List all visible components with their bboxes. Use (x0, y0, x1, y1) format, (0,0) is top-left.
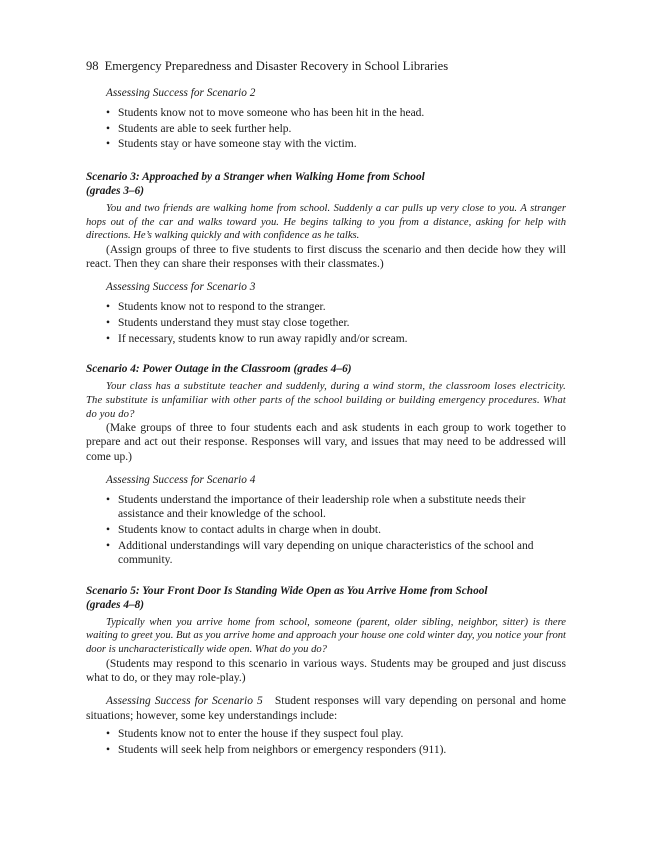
list-item: • Students know not to respond to the stranger. (106, 301, 326, 314)
scenario-5-assessment-text: Student responses will vary depending on personal and home situations; however, some key understandings include: (86, 694, 567, 722)
running-title: Emergency Preparedness and Disaster Recovery in School Libraries (104, 59, 449, 73)
bullet-icon: • (106, 138, 111, 151)
bullet-icon: • (106, 493, 111, 506)
scenario-4-assessment-heading: Assessing Success for Scenario 4 (106, 473, 256, 486)
list-item: • Students understand they must stay close together. (106, 317, 350, 329)
book-page (86, 58, 566, 758)
scenario-5-instructions: (Students may respond to this scenario in various ways. Students may be grouped and just discuss what to do, or they may role-play.) (86, 657, 566, 684)
list-item: • Students know not to move someone who has been hit in the head. (106, 107, 425, 119)
scenario-2-assessment-list (86, 106, 566, 152)
bullet-icon: • (106, 332, 111, 345)
list-item: • Students understand the importance of their leadership role when a substitute needs their assistance and their knowledge of the school. (106, 493, 526, 521)
scenario-3-prompt: You and two friends are walking home from school. Suddenly a car pulls up very close to you. A stranger hops out of the car and walks toward you. He begins talking to you from a distance, asking for help with directions. He’s walking quickly and with confidence as he talks. (86, 203, 566, 242)
scenario-4-instructions: (Make groups of three to four students each and ask students in each group to work together to prepare and act out their response. Responses will vary, and issues that may need to be addressed will come up.) (86, 422, 566, 463)
scenario-4-title: Scenario 4: Power Outage in the Classroom (grades 4–6) (86, 363, 352, 376)
bullet-icon: • (106, 317, 111, 329)
page-number: 98 (86, 59, 99, 73)
scenario-3-title: Scenario 3: Approached by a Stranger when Walking Home from School (grades 3–6) (86, 171, 425, 198)
bullet-icon: • (106, 727, 111, 740)
scenario-5-assessment-list (86, 727, 566, 757)
bullet-icon: • (106, 539, 111, 552)
bullet-icon: • (106, 743, 111, 756)
list-item: • Students are able to seek further help. (106, 122, 292, 135)
scenario-3-instructions: (Assign groups of three to five students to first discuss the scenario and then decide how they will react. Then they can share their responses with their classmates.) (86, 243, 566, 271)
list-item: • Students will seek help from neighbors or emergency responders (911). (106, 743, 447, 756)
bullet-icon: • (106, 301, 111, 314)
scenario-3-assessment-heading: Assessing Success for Scenario 3 (106, 281, 256, 294)
list-item: • If necessary, students know to run away rapidly and/or scream. (106, 332, 408, 345)
running-header (86, 58, 566, 74)
bullet-icon: • (106, 107, 111, 119)
scenario-2-assessment-heading: Assessing Success for Scenario 2 (106, 87, 256, 99)
bullet-icon: • (106, 523, 111, 536)
list-item: • Students know not to enter the house if they suspect foul play. (106, 727, 404, 740)
list-item: • Students stay or have someone stay with the victim. (106, 138, 357, 151)
scenario-3-assessment-list (86, 300, 566, 346)
scenario-4-prompt: Your class has a substitute teacher and suddenly, during a wind storm, the classroom loses electricity. The substitute is unfamiliar with other parts of the school building or building emergency procedures. What do you do? (86, 381, 566, 420)
scenario-5-assessment-heading: Assessing Success for Scenario 5 (106, 694, 263, 707)
bullet-icon: • (106, 122, 111, 135)
list-item: • Additional understandings will vary depending on unique characteristics of the school and community. (106, 539, 534, 567)
scenario-4-assessment-list (86, 493, 566, 568)
scenario-5-assessment (86, 694, 566, 724)
scenario-5-title: Scenario 5: Your Front Door Is Standing Wide Open as You Arrive Home from School (grades 4–8) (86, 584, 488, 611)
list-item: • Students know to contact adults in charge when in doubt. (106, 523, 381, 536)
scenario-5-prompt: Typically when you arrive home from school, someone (parent, older sibling, neighbor, sitter) is there waiting to greet you. But as you arrive home and approach your house one cold winter day, you notice your front door is uncharacteristically wide open. What do you do? (86, 616, 566, 655)
